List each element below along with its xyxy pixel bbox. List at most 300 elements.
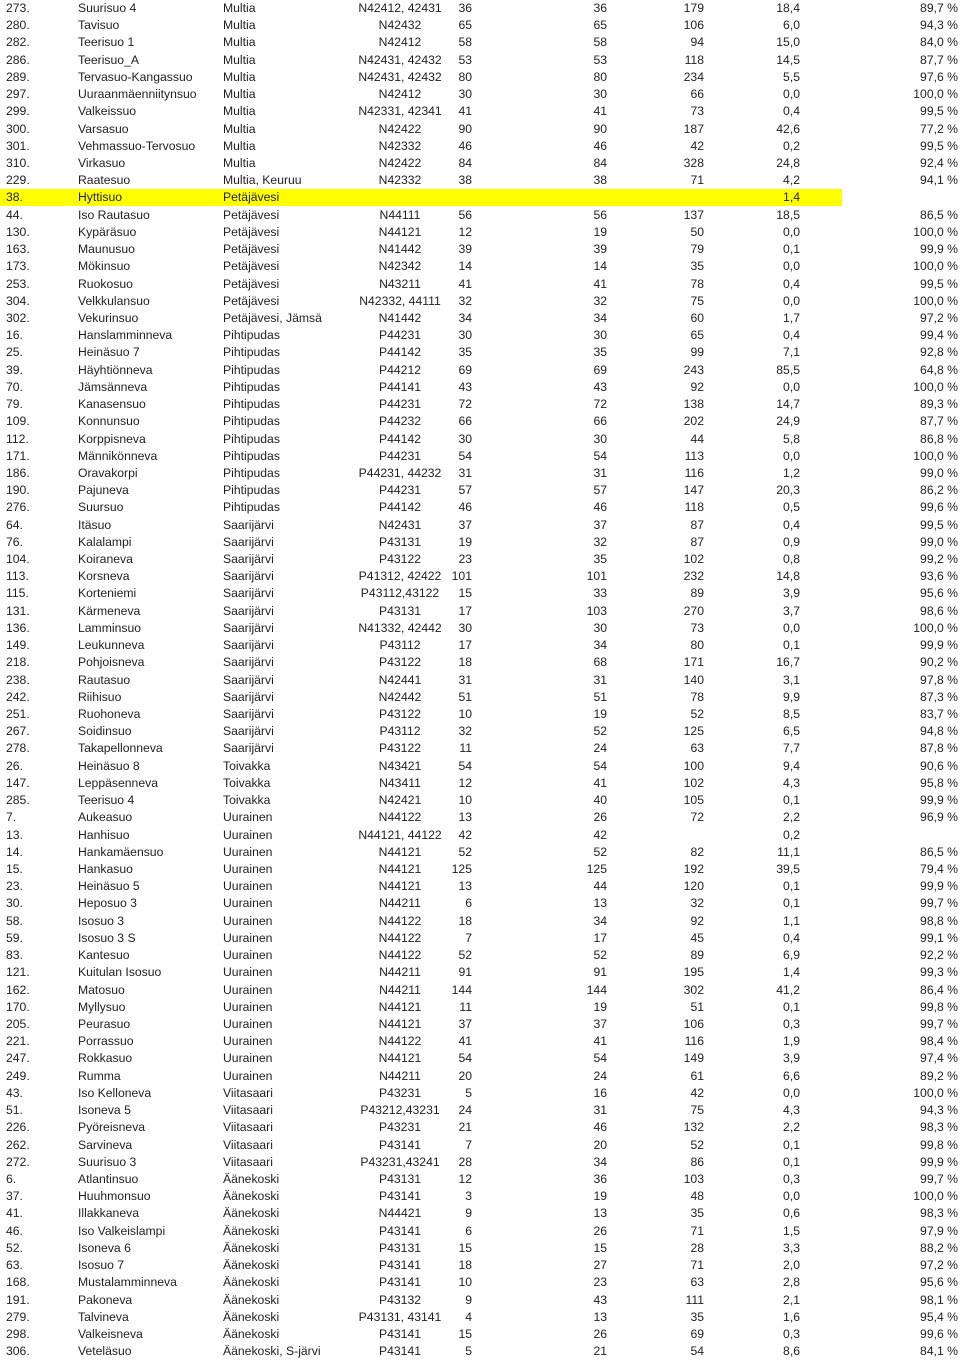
value-b-cell: 20	[593, 1137, 607, 1152]
value-a-cell: 66	[458, 414, 472, 429]
municipality-cell: Uurainen	[223, 844, 273, 859]
value-a-cell: 54	[458, 448, 472, 463]
table-row	[0, 568, 960, 585]
municipality-cell: Multia	[223, 69, 256, 84]
value-b-cell: 51	[593, 689, 607, 704]
table-row	[0, 517, 960, 534]
value-b-cell: 30	[593, 328, 607, 343]
municipality-cell: Uurainen	[223, 896, 273, 911]
site-name-cell: Iso Kelloneva	[78, 1085, 152, 1100]
value-c-cell: 113	[684, 448, 704, 463]
value-d-cell: 14,8	[776, 569, 800, 584]
municipality-cell: Äänekoski	[223, 1240, 280, 1255]
value-c-cell: 302	[683, 982, 704, 997]
percentage-cell: 92,2 %	[920, 948, 958, 963]
row-number-cell: 121.	[6, 965, 30, 980]
value-a-cell: 84	[458, 155, 472, 170]
map-sheet-code-cell: P43131, 43141	[358, 1309, 442, 1324]
value-b-cell: 13	[593, 1206, 607, 1221]
percentage-cell: 93,6 %	[920, 569, 958, 584]
value-c-cell: 106	[683, 18, 704, 33]
map-sheet-code-cell: N41442	[378, 242, 422, 257]
value-c-cell: 120	[683, 879, 704, 894]
municipality-cell: Viitasaari	[223, 1085, 273, 1100]
map-sheet-code-cell: N41442	[378, 310, 422, 325]
value-d-cell: 5,8	[783, 431, 800, 446]
map-sheet-code-cell: P44231	[378, 448, 422, 463]
map-sheet-code-cell: N44121	[378, 999, 422, 1014]
municipality-cell: Pihtipudas	[223, 345, 280, 360]
municipality-cell: Multia	[223, 1, 256, 15]
map-sheet-code-cell: N42332	[378, 173, 422, 188]
site-name-cell: Rokkasuo	[78, 1051, 133, 1066]
site-name-cell: Pohjoisneva	[78, 655, 145, 670]
municipality-cell: Uurainen	[223, 913, 273, 928]
municipality-cell: Saarijärvi	[223, 724, 274, 739]
table-row	[0, 1119, 960, 1136]
map-sheet-code-cell: P43141	[378, 1137, 422, 1152]
value-c-cell: 75	[690, 1103, 704, 1118]
site-name-cell: Korppisneva	[78, 431, 146, 446]
value-d-cell: 0,0	[783, 1189, 800, 1204]
value-c-cell: 65	[690, 328, 704, 343]
percentage-cell: 97,9 %	[920, 1223, 958, 1238]
value-b-cell: 43	[593, 1292, 607, 1307]
percentage-cell: 86,5 %	[920, 844, 958, 859]
site-name-cell: Rumma	[78, 1068, 121, 1083]
table-row	[0, 241, 960, 258]
map-sheet-code-cell: P43122	[378, 741, 422, 756]
site-name-cell: Vehmassuo-Tervosuo	[78, 138, 196, 153]
percentage-cell: 95,6 %	[920, 1275, 958, 1290]
table-row	[0, 689, 960, 706]
value-b-cell: 34	[593, 310, 607, 325]
percentage-cell: 95,4 %	[920, 1309, 958, 1324]
site-name-cell: Hanhisuo	[78, 827, 130, 842]
site-name-cell: Hanslamminneva	[78, 328, 173, 343]
percentage-cell: 100,0 %	[913, 293, 958, 308]
municipality-cell: Äänekoski, S-järvi	[223, 1344, 321, 1359]
value-b-cell: 32	[593, 293, 607, 308]
site-name-cell: Heinäsuo 5	[78, 879, 140, 894]
value-c-cell: 60	[690, 310, 704, 325]
value-b-cell: 30	[593, 431, 607, 446]
value-c-cell: 179	[683, 1, 704, 15]
municipality-cell: Uurainen	[223, 930, 273, 945]
row-number-cell: 170.	[6, 999, 30, 1014]
map-sheet-code-cell: N44421	[378, 1206, 422, 1221]
site-name-cell: Talvineva	[78, 1309, 129, 1324]
table-row	[0, 224, 960, 241]
map-sheet-code-cell: N44211	[379, 896, 421, 911]
value-c-cell: 66	[690, 87, 704, 102]
percentage-cell: 86,8 %	[920, 431, 958, 446]
value-c-cell: 45	[690, 930, 704, 945]
map-sheet-code-cell: N43421	[378, 758, 422, 773]
map-sheet-code-cell: N43211	[379, 276, 421, 291]
value-a-cell: 41	[458, 104, 472, 119]
map-sheet-code-cell: P43131	[378, 603, 422, 618]
value-d-cell: 14,7	[776, 397, 800, 412]
value-c-cell: 61	[690, 1068, 704, 1083]
value-d-cell: 5,5	[783, 69, 800, 84]
map-sheet-code-cell: N44211	[379, 1068, 421, 1083]
row-number-cell: 37.	[6, 1189, 23, 1204]
value-a-cell: 43	[458, 379, 472, 394]
municipality-cell: Äänekoski	[223, 1309, 280, 1324]
site-name-cell: Heinäsuo 8	[78, 758, 140, 773]
value-d-cell: 0,1	[783, 1137, 800, 1152]
site-name-cell: Leppäsenneva	[78, 775, 158, 790]
row-number-cell: 44.	[6, 207, 23, 222]
value-c-cell: 138	[683, 397, 704, 412]
value-d-cell: 0,0	[783, 87, 800, 102]
row-number-cell: 226.	[6, 1120, 30, 1135]
percentage-cell: 98,8 %	[920, 913, 958, 928]
value-a-cell: 32	[458, 293, 472, 308]
value-b-cell: 24	[593, 741, 607, 756]
value-b-cell: 80	[593, 69, 607, 84]
value-d-cell: 0,2	[783, 827, 800, 842]
value-a-cell: 10	[458, 1275, 472, 1290]
percentage-cell: 100,0 %	[913, 1085, 958, 1100]
table-row	[0, 86, 960, 103]
value-d-cell: 2,2	[783, 810, 800, 825]
value-a-cell: 65	[458, 18, 472, 33]
percentage-cell: 100,0 %	[913, 620, 958, 635]
table-row	[0, 396, 960, 413]
map-sheet-code-cell: P44142	[378, 500, 422, 515]
table-row	[0, 34, 960, 51]
map-sheet-code-cell: N42331, 42341	[358, 104, 442, 119]
map-sheet-code-cell: N42431	[378, 517, 422, 532]
percentage-cell: 95,8 %	[920, 775, 958, 790]
row-number-cell: 310.	[6, 155, 30, 170]
row-number-cell: 112.	[6, 431, 29, 446]
map-sheet-code-cell: N42342	[378, 259, 422, 274]
map-sheet-code-cell: N44122	[378, 930, 422, 945]
table-row	[0, 172, 960, 189]
map-sheet-code-cell: N44122	[378, 810, 422, 825]
table-row	[0, 482, 960, 499]
row-number-cell: 251.	[6, 707, 30, 722]
value-c-cell: 94	[690, 35, 704, 50]
value-d-cell: 18,4	[776, 1, 800, 15]
municipality-cell: Pihtipudas	[223, 465, 280, 480]
percentage-cell: 89,3 %	[920, 397, 958, 412]
value-b-cell: 37	[593, 1016, 607, 1031]
value-d-cell: 0,0	[783, 448, 800, 463]
value-a-cell: 144	[451, 982, 472, 997]
municipality-cell: Toivakka	[223, 793, 271, 808]
value-b-cell: 41	[593, 1034, 607, 1049]
map-sheet-code-cell: P43231	[378, 1120, 422, 1135]
percentage-cell: 99,9 %	[920, 242, 958, 257]
row-number-cell: 306.	[6, 1344, 30, 1359]
table-row	[0, 362, 960, 379]
value-b-cell: 57	[593, 483, 607, 498]
municipality-cell: Saarijärvi	[223, 672, 274, 687]
table-row	[0, 723, 960, 740]
row-number-cell: 109.	[6, 414, 30, 429]
map-sheet-code-cell: P43112	[379, 638, 421, 653]
row-number-cell: 76.	[6, 534, 23, 549]
value-c-cell: 63	[690, 741, 704, 756]
value-c-cell: 140	[683, 672, 704, 687]
table-row	[0, 672, 960, 689]
table-row	[0, 706, 960, 723]
row-number-cell: 191.	[6, 1292, 30, 1307]
value-a-cell: 21	[458, 1120, 472, 1135]
value-d-cell: 6,9	[783, 948, 800, 963]
percentage-cell: 97,8 %	[920, 672, 958, 687]
value-a-cell: 10	[458, 707, 472, 722]
percentage-cell: 96,9 %	[920, 810, 958, 825]
site-name-cell: Kalalampi	[78, 534, 132, 549]
percentage-cell: 83,7 %	[920, 707, 958, 722]
municipality-cell: Uurainen	[223, 982, 273, 997]
value-c-cell: 116	[684, 1034, 704, 1049]
map-sheet-code-cell: P43131	[378, 1171, 422, 1186]
site-name-cell: Isosuo 7	[78, 1258, 125, 1273]
value-b-cell: 23	[593, 1275, 607, 1290]
site-name-cell: Männikönneva	[78, 448, 158, 463]
site-name-cell: Jämsänneva	[78, 379, 148, 394]
municipality-cell: Saarijärvi	[223, 603, 274, 618]
row-number-cell: 279.	[6, 1309, 30, 1324]
municipality-cell: Toivakka	[223, 775, 271, 790]
map-sheet-code-cell: P43141	[378, 1223, 422, 1238]
value-a-cell: 18	[458, 1258, 472, 1273]
table-row	[0, 465, 960, 482]
value-b-cell: 46	[593, 500, 607, 515]
municipality-cell: Saarijärvi	[223, 534, 274, 549]
value-c-cell: 35	[690, 259, 704, 274]
table-row	[0, 585, 960, 602]
value-d-cell: 0,4	[783, 104, 800, 119]
value-b-cell: 27	[593, 1258, 607, 1273]
value-b-cell: 52	[593, 948, 607, 963]
table-row	[0, 947, 960, 964]
map-sheet-code-cell: P44142	[378, 431, 422, 446]
row-number-cell: 51.	[6, 1103, 23, 1118]
map-sheet-code-cell: N41332, 42442	[358, 620, 442, 635]
value-d-cell: 3,9	[783, 1051, 800, 1066]
value-d-cell: 0,0	[783, 620, 800, 635]
map-sheet-code-cell: P43131	[378, 1240, 422, 1255]
value-a-cell: 15	[458, 1326, 472, 1341]
row-number-cell: 131.	[6, 603, 30, 618]
value-a-cell: 15	[458, 1240, 472, 1255]
value-d-cell: 14,5	[776, 52, 800, 67]
map-sheet-code-cell: N42412	[378, 35, 422, 50]
value-a-cell: 36	[458, 1, 472, 15]
value-c-cell: 78	[690, 276, 704, 291]
value-b-cell: 66	[593, 414, 607, 429]
value-c-cell: 51	[690, 999, 704, 1014]
value-c-cell: 137	[683, 207, 704, 222]
value-b-cell: 26	[593, 1223, 607, 1238]
value-d-cell: 3,9	[783, 586, 800, 601]
table-row	[0, 138, 960, 155]
row-number-cell: 149.	[6, 638, 30, 653]
row-number-cell: 286.	[6, 52, 30, 67]
table-row	[0, 1137, 960, 1154]
site-name-cell: Soidinsuo	[78, 724, 132, 739]
value-a-cell: 11	[459, 999, 472, 1014]
map-sheet-code-cell: N42412, 42431	[358, 1, 442, 15]
municipality-cell: Äänekoski	[223, 1258, 280, 1273]
row-number-cell: 83.	[6, 948, 23, 963]
table-row	[0, 1274, 960, 1291]
value-b-cell: 52	[593, 724, 607, 739]
municipality-cell: Äänekoski	[223, 1189, 280, 1204]
municipality-cell: Uurainen	[223, 965, 273, 980]
table-row	[0, 792, 960, 809]
value-a-cell: 34	[458, 310, 472, 325]
value-a-cell: 32	[458, 724, 472, 739]
value-c-cell: 86	[690, 1154, 704, 1169]
value-b-cell: 24	[593, 1068, 607, 1083]
site-name-cell: Isosuo 3 S	[78, 930, 136, 945]
table-row	[0, 878, 960, 895]
map-sheet-code-cell: N42441	[378, 672, 422, 687]
municipality-cell: Petäjävesi, Jämsä	[223, 310, 322, 325]
value-b-cell: 19	[593, 224, 607, 239]
row-number-cell: 229.	[6, 173, 30, 188]
value-c-cell: 103	[683, 1171, 704, 1186]
table-row	[0, 1154, 960, 1171]
value-c-cell: 72	[690, 810, 704, 825]
percentage-cell: 77,2 %	[920, 121, 958, 136]
row-number-cell: 247.	[6, 1051, 30, 1066]
value-c-cell: 48	[690, 1189, 704, 1204]
percentage-cell: 99,7 %	[920, 1016, 958, 1031]
value-b-cell: 39	[593, 242, 607, 257]
municipality-cell: Saarijärvi	[223, 620, 274, 635]
table-row	[0, 603, 960, 620]
percentage-cell: 94,3 %	[920, 18, 958, 33]
value-d-cell: 0,1	[783, 793, 800, 808]
municipality-cell: Petäjävesi	[223, 207, 280, 222]
site-name-cell: Vekurinsuo	[78, 310, 139, 325]
value-b-cell: 46	[593, 138, 607, 153]
percentage-cell: 88,2 %	[920, 1240, 958, 1255]
value-a-cell: 17	[458, 603, 472, 618]
map-sheet-code-cell: P43112,43122	[360, 586, 440, 601]
municipality-cell: Saarijärvi	[223, 517, 274, 532]
map-sheet-code-cell: N44121	[378, 879, 422, 894]
table-row	[0, 827, 960, 844]
row-number-cell: 168.	[6, 1275, 30, 1290]
row-number-cell: 52.	[6, 1240, 23, 1255]
value-b-cell: 90	[593, 121, 607, 136]
municipality-cell: Pihtipudas	[223, 431, 280, 446]
row-number-cell: 59.	[6, 930, 23, 945]
percentage-cell: 87,7 %	[920, 414, 958, 429]
table-row	[0, 999, 960, 1016]
site-name-cell: Lamminsuo	[78, 620, 141, 635]
value-a-cell: 10	[458, 793, 472, 808]
table-row	[0, 52, 960, 69]
percentage-cell: 99,7 %	[920, 1171, 958, 1186]
row-number-cell: 304.	[6, 293, 30, 308]
row-number-cell: 39.	[6, 362, 23, 377]
value-c-cell: 71	[690, 1223, 704, 1238]
municipality-cell: Uurainen	[223, 862, 273, 876]
municipality-cell: Saarijärvi	[223, 707, 274, 722]
site-name-cell: Koiraneva	[78, 552, 133, 567]
site-name-cell: Sarvineva	[78, 1137, 133, 1152]
table-row	[0, 1102, 960, 1119]
row-number-cell: 190.	[6, 483, 30, 498]
value-c-cell: 92	[690, 913, 704, 928]
site-name-cell: Itäsuo	[78, 517, 112, 532]
site-name-cell: Huuhmonsuo	[78, 1189, 151, 1204]
municipality-cell: Saarijärvi	[223, 552, 274, 567]
municipality-cell: Saarijärvi	[223, 655, 274, 670]
table-row	[0, 930, 960, 947]
municipality-cell: Pihtipudas	[223, 379, 280, 394]
value-d-cell: 0,1	[783, 879, 800, 894]
table-row	[0, 1326, 960, 1343]
value-c-cell: 132	[683, 1120, 704, 1135]
value-c-cell: 171	[683, 655, 704, 670]
value-a-cell: 3	[465, 1189, 472, 1204]
municipality-cell: Saarijärvi	[223, 569, 274, 584]
value-a-cell: 54	[458, 1051, 472, 1066]
percentage-cell: 99,3 %	[920, 965, 958, 980]
row-number-cell: 278.	[6, 741, 30, 756]
value-d-cell: 0,0	[783, 259, 800, 274]
row-number-cell: 302.	[6, 310, 30, 325]
value-a-cell: 51	[458, 689, 472, 704]
table-row	[0, 1240, 960, 1257]
percentage-cell: 86,2 %	[920, 483, 958, 498]
table-row	[0, 913, 960, 930]
value-c-cell: 116	[684, 465, 704, 480]
value-b-cell: 26	[593, 1326, 607, 1341]
row-number-cell: 41.	[6, 1206, 23, 1221]
site-name-cell: Kantesuo	[78, 948, 130, 963]
site-name-cell: Teerisuo_A	[78, 52, 139, 67]
row-number-cell: 64.	[6, 517, 23, 532]
value-b-cell: 54	[593, 1051, 607, 1066]
value-d-cell: 0,0	[783, 1085, 800, 1100]
map-sheet-code-cell: P43141	[378, 1189, 422, 1204]
row-number-cell: 130.	[6, 224, 30, 239]
table-row	[0, 0, 960, 17]
row-number-cell: 285.	[6, 793, 30, 808]
value-b-cell: 15	[593, 1240, 607, 1255]
value-d-cell: 15,0	[776, 35, 800, 50]
value-b-cell: 13	[593, 896, 607, 911]
value-d-cell: 1,7	[783, 310, 800, 325]
percentage-cell: 99,9 %	[920, 879, 958, 894]
percentage-cell: 100,0 %	[913, 448, 958, 463]
site-name-cell: Kypäräsuo	[78, 224, 137, 239]
municipality-cell: Uurainen	[223, 999, 273, 1014]
value-a-cell: 30	[458, 431, 472, 446]
map-sheet-code-cell: P41312, 42422	[358, 569, 442, 584]
value-d-cell: 0,1	[783, 638, 800, 653]
value-a-cell: 7	[465, 1137, 472, 1152]
table-row	[0, 620, 960, 637]
value-c-cell: 100	[683, 758, 704, 773]
municipality-cell: Multia	[223, 87, 256, 102]
table-row	[0, 69, 960, 86]
value-a-cell: 30	[458, 620, 472, 635]
